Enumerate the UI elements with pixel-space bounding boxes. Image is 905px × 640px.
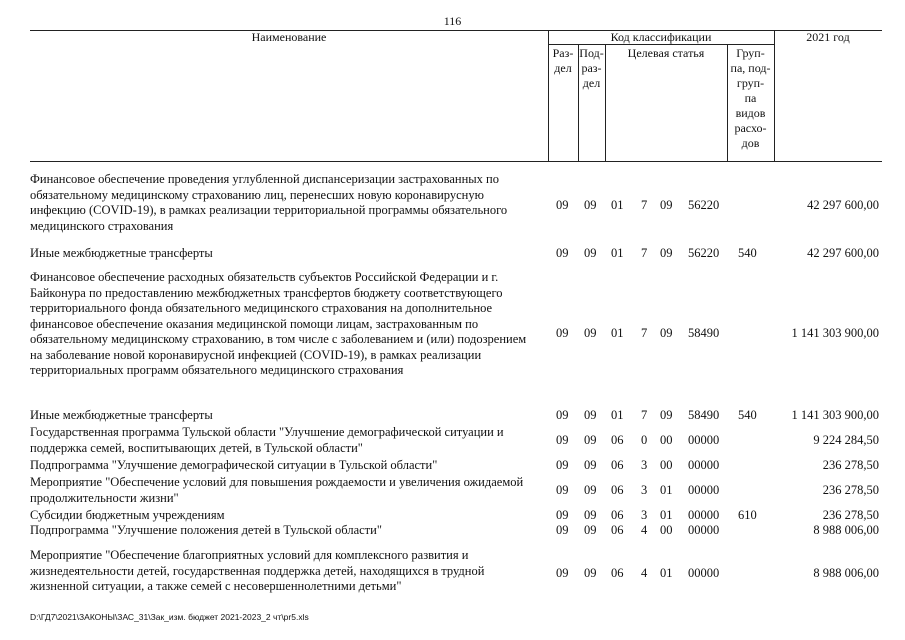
code-target-3: 01: [660, 508, 673, 522]
code-target-1: 01: [611, 246, 624, 260]
code-target-4: 00000: [688, 508, 720, 522]
code-target-2: 0: [641, 433, 648, 447]
code-group: 540: [738, 246, 757, 260]
row-name: Подпрограмма "Улучшение демографической ситуации в Тульской области": [30, 458, 438, 472]
code-razdel: 09: [556, 508, 569, 522]
header-group-line: видов: [735, 106, 766, 120]
code-target-3: 00: [660, 458, 673, 472]
amount: 236 278,50: [822, 508, 879, 522]
row-name: Финансовое обеспечение расходных обязательств субъектов Российской Федерации и г. Байконура по предоставлению межбюджетных трансфертов бюджету соответствующего территориального фонда обязательного медицинского страхования на дополнительное финансовое обеспечение оказания медицинской помощи лицам, застрахованным по обязательному медицинскому страхованию, в том числе с заболеванием и (или) подозрением на заболевание новой коронавирусной инфекцией (COVID-19), в рамках реализации территориальных программ обязательного медицинского страхования: [30, 270, 527, 377]
code-target-2: 3: [641, 483, 648, 497]
header-target: Целевая статья: [627, 46, 705, 60]
code-podrazdel: 09: [584, 408, 597, 422]
code-target-4: 58490: [688, 326, 720, 340]
header-name: Наименование: [251, 30, 327, 44]
header-group-line: Груп-: [736, 46, 765, 60]
page-number: 116: [443, 14, 462, 28]
code-podrazdel: 09: [584, 566, 597, 580]
code-razdel: 09: [556, 408, 569, 422]
code-target-4: 00000: [688, 433, 720, 447]
code-target-2: 7: [641, 408, 648, 422]
amount: 9 224 284,50: [813, 433, 879, 447]
amount: 8 988 006,00: [813, 566, 879, 580]
header-group-line: па, под-: [730, 61, 771, 75]
row-name: Иные межбюджетные трансферты: [30, 246, 213, 260]
code-target-1: 06: [611, 433, 624, 447]
code-razdel: 09: [556, 326, 569, 340]
code-target-2: 4: [641, 566, 648, 580]
code-target-1: 06: [611, 483, 624, 497]
code-podrazdel: 09: [584, 433, 597, 447]
code-target-4: 00000: [688, 458, 720, 472]
header-year: 2021 год: [806, 30, 850, 44]
code-target-1: 01: [611, 326, 624, 340]
code-target-4: 00000: [688, 566, 720, 580]
code-target-3: 01: [660, 483, 673, 497]
code-target-3: 09: [660, 246, 673, 260]
code-razdel: 09: [556, 246, 569, 260]
code-target-1: 01: [611, 408, 624, 422]
code-razdel: 09: [556, 198, 569, 212]
code-podrazdel: 09: [584, 508, 597, 522]
row-name: Подпрограмма "Улучшение положения детей в Тульской области": [30, 523, 382, 537]
code-target-2: 7: [641, 246, 648, 260]
code-group: 540: [738, 408, 757, 422]
code-target-1: 06: [611, 523, 624, 537]
code-target-3: 01: [660, 566, 673, 580]
amount: 1 141 303 900,00: [791, 408, 879, 422]
row-name: Иные межбюджетные трансферты: [30, 408, 213, 422]
code-podrazdel: 09: [584, 198, 597, 212]
table-header: [30, 30, 882, 162]
code-razdel: 09: [556, 566, 569, 580]
code-target-3: 09: [660, 198, 673, 212]
code-target-3: 00: [660, 523, 673, 537]
header-group: [727, 46, 774, 151]
amount: 236 278,50: [822, 458, 879, 472]
code-target-1: 06: [611, 508, 624, 522]
code-podrazdel: 09: [584, 523, 597, 537]
header-razdel-line: дел: [554, 61, 572, 75]
code-target-4: 56220: [688, 198, 720, 212]
code-target-2: 3: [641, 458, 648, 472]
header-group-line: расхо-: [734, 121, 767, 135]
amount: 236 278,50: [822, 483, 879, 497]
code-razdel: 09: [556, 433, 569, 447]
header-code: Код классификации: [610, 30, 712, 44]
code-podrazdel: 09: [584, 458, 597, 472]
header-podrazdel-line: Под-: [579, 46, 604, 60]
code-target-2: 7: [641, 326, 648, 340]
code-target-4: 56220: [688, 246, 720, 260]
amount: 42 297 600,00: [807, 246, 879, 260]
code-podrazdel: 09: [584, 326, 597, 340]
code-target-2: 7: [641, 198, 648, 212]
file-path: D:\ГД7\2021\ЗАКОНЫ\ЗАС_31\Зак_изм. бюджет 2021-2023_2 чт\pr5.xls: [30, 612, 309, 622]
code-target-3: 00: [660, 433, 673, 447]
code-target-2: 4: [641, 523, 648, 537]
header-group-line: па: [744, 91, 757, 105]
code-target-4: 00000: [688, 523, 720, 537]
header-razdel: [548, 46, 578, 76]
amount: 1 141 303 900,00: [791, 326, 879, 340]
code-target-3: 09: [660, 326, 673, 340]
code-razdel: 09: [556, 483, 569, 497]
code-target-2: 3: [641, 508, 648, 522]
code-target-4: 58490: [688, 408, 720, 422]
row-name: Мероприятие "Обеспечение благоприятных условий для комплексного развития и жизнедеятельности детей, государственная поддержка детей, находящихся в трудной жизненной ситуации, а также семей с несовершеннолетними детьми": [30, 548, 485, 593]
header-podrazdel-line: раз-: [581, 61, 602, 75]
code-target-1: 06: [611, 458, 624, 472]
code-group: 610: [738, 508, 757, 522]
amount: 42 297 600,00: [807, 198, 879, 212]
code-target-3: 09: [660, 408, 673, 422]
code-target-4: 00000: [688, 483, 720, 497]
header-podrazdel-line: дел: [582, 76, 601, 90]
code-target-1: 06: [611, 566, 624, 580]
code-razdel: 09: [556, 523, 569, 537]
code-podrazdel: 09: [584, 483, 597, 497]
row-name: Субсидии бюджетным учреждениям: [30, 508, 225, 522]
row-name: Мероприятие "Обеспечение условий для повышения рождаемости и увеличения ожидаемой продолжительности жизни": [30, 475, 524, 505]
code-target-1: 01: [611, 198, 624, 212]
header-podrazdel: [578, 46, 605, 91]
header-group-line: дов: [741, 136, 760, 150]
header-group-line: груп-: [736, 76, 765, 90]
row-name: Финансовое обеспечение проведения углубленной диспансеризации застрахованных по обязательному медицинскому страхованию лиц, перенесших новую коронавирусную инфекцию (COVID-19), в рамках реализации территориальной программы обязательного медицинского страхования: [30, 172, 508, 233]
code-podrazdel: 09: [584, 246, 597, 260]
header-razdel-line: Раз-: [552, 46, 574, 60]
amount: 8 988 006,00: [813, 523, 879, 537]
code-razdel: 09: [556, 458, 569, 472]
row-name: Государственная программа Тульской области "Улучшение демографической ситуации и поддержка семей, воспитывающих детей, в Тульской области": [30, 425, 504, 455]
